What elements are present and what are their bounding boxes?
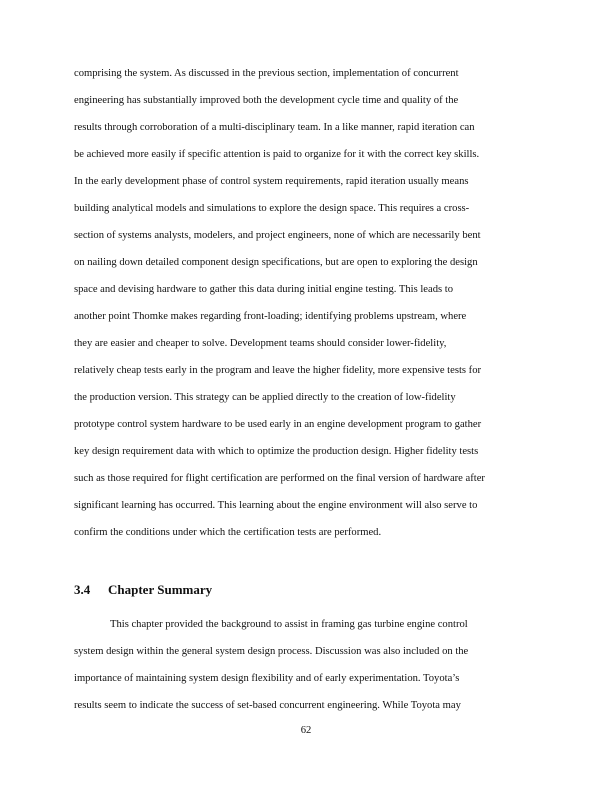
body-paragraph-summary <box>74 611 542 719</box>
text-line: engineering has substantially improved both the development cycle time and quality of the <box>74 95 459 106</box>
text-line: they are easier and cheaper to solve. Development teams should consider lower-fidelity, <box>74 338 447 349</box>
section-heading <box>74 580 212 600</box>
text-line: In the early development phase of control system requirements, rapid iteration usually means <box>74 176 469 187</box>
text-line: prototype control system hardware to be used early in an engine development program to gather <box>74 419 482 430</box>
page-number: 62 <box>300 725 312 736</box>
text-line: space and devising hardware to gather this data during initial engine testing. This leads to <box>74 284 454 295</box>
body-paragraph-continued <box>74 60 542 546</box>
text-line: results seem to indicate the success of set-based concurrent engineering. While Toyota may <box>74 700 461 711</box>
text-line: system design within the general system design process. Discussion was also included on the <box>74 646 469 657</box>
text-line: significant learning has occurred. This learning about the engine environment will also serve to <box>74 500 478 511</box>
section-title: Chapter Summary <box>108 582 213 597</box>
text-line: the production version. This strategy can be applied directly to the creation of low-fidelity <box>74 392 456 403</box>
text-line: importance of maintaining system design flexibility and of early experimentation. Toyota’s <box>74 673 460 684</box>
text-line: relatively cheap tests early in the program and leave the higher fidelity, more expensive tests for <box>74 365 482 376</box>
text-line: be achieved more easily if specific attention is paid to organize for it with the correct key skills. <box>74 149 480 160</box>
text-line: This chapter provided the background to assist in framing gas turbine engine control <box>110 619 468 630</box>
text-line: another point Thomke makes regarding front-loading; identifying problems upstream, where <box>74 311 467 322</box>
text-line: comprising the system. As discussed in the previous section, implementation of concurrent <box>74 68 459 79</box>
text-line: results through corroboration of a multi-disciplinary team. In a like manner, rapid iteration can <box>74 122 475 133</box>
text-line: on nailing down detailed component design specifications, but are open to exploring the design <box>74 257 478 268</box>
text-line: key design requirement data with which to optimize the production design. Higher fidelity tests <box>74 446 479 457</box>
text-line: section of systems analysts, modelers, and project engineers, none of which are necessarily bent <box>74 230 481 241</box>
section-number: 3.4 <box>74 582 91 597</box>
text-line: confirm the conditions under which the certification tests are performed. <box>74 527 382 538</box>
text-line: building analytical models and simulations to explore the design space. This requires a cross- <box>74 203 470 214</box>
text-line: such as those required for flight certification are performed on the final version of hardware after <box>74 473 485 484</box>
